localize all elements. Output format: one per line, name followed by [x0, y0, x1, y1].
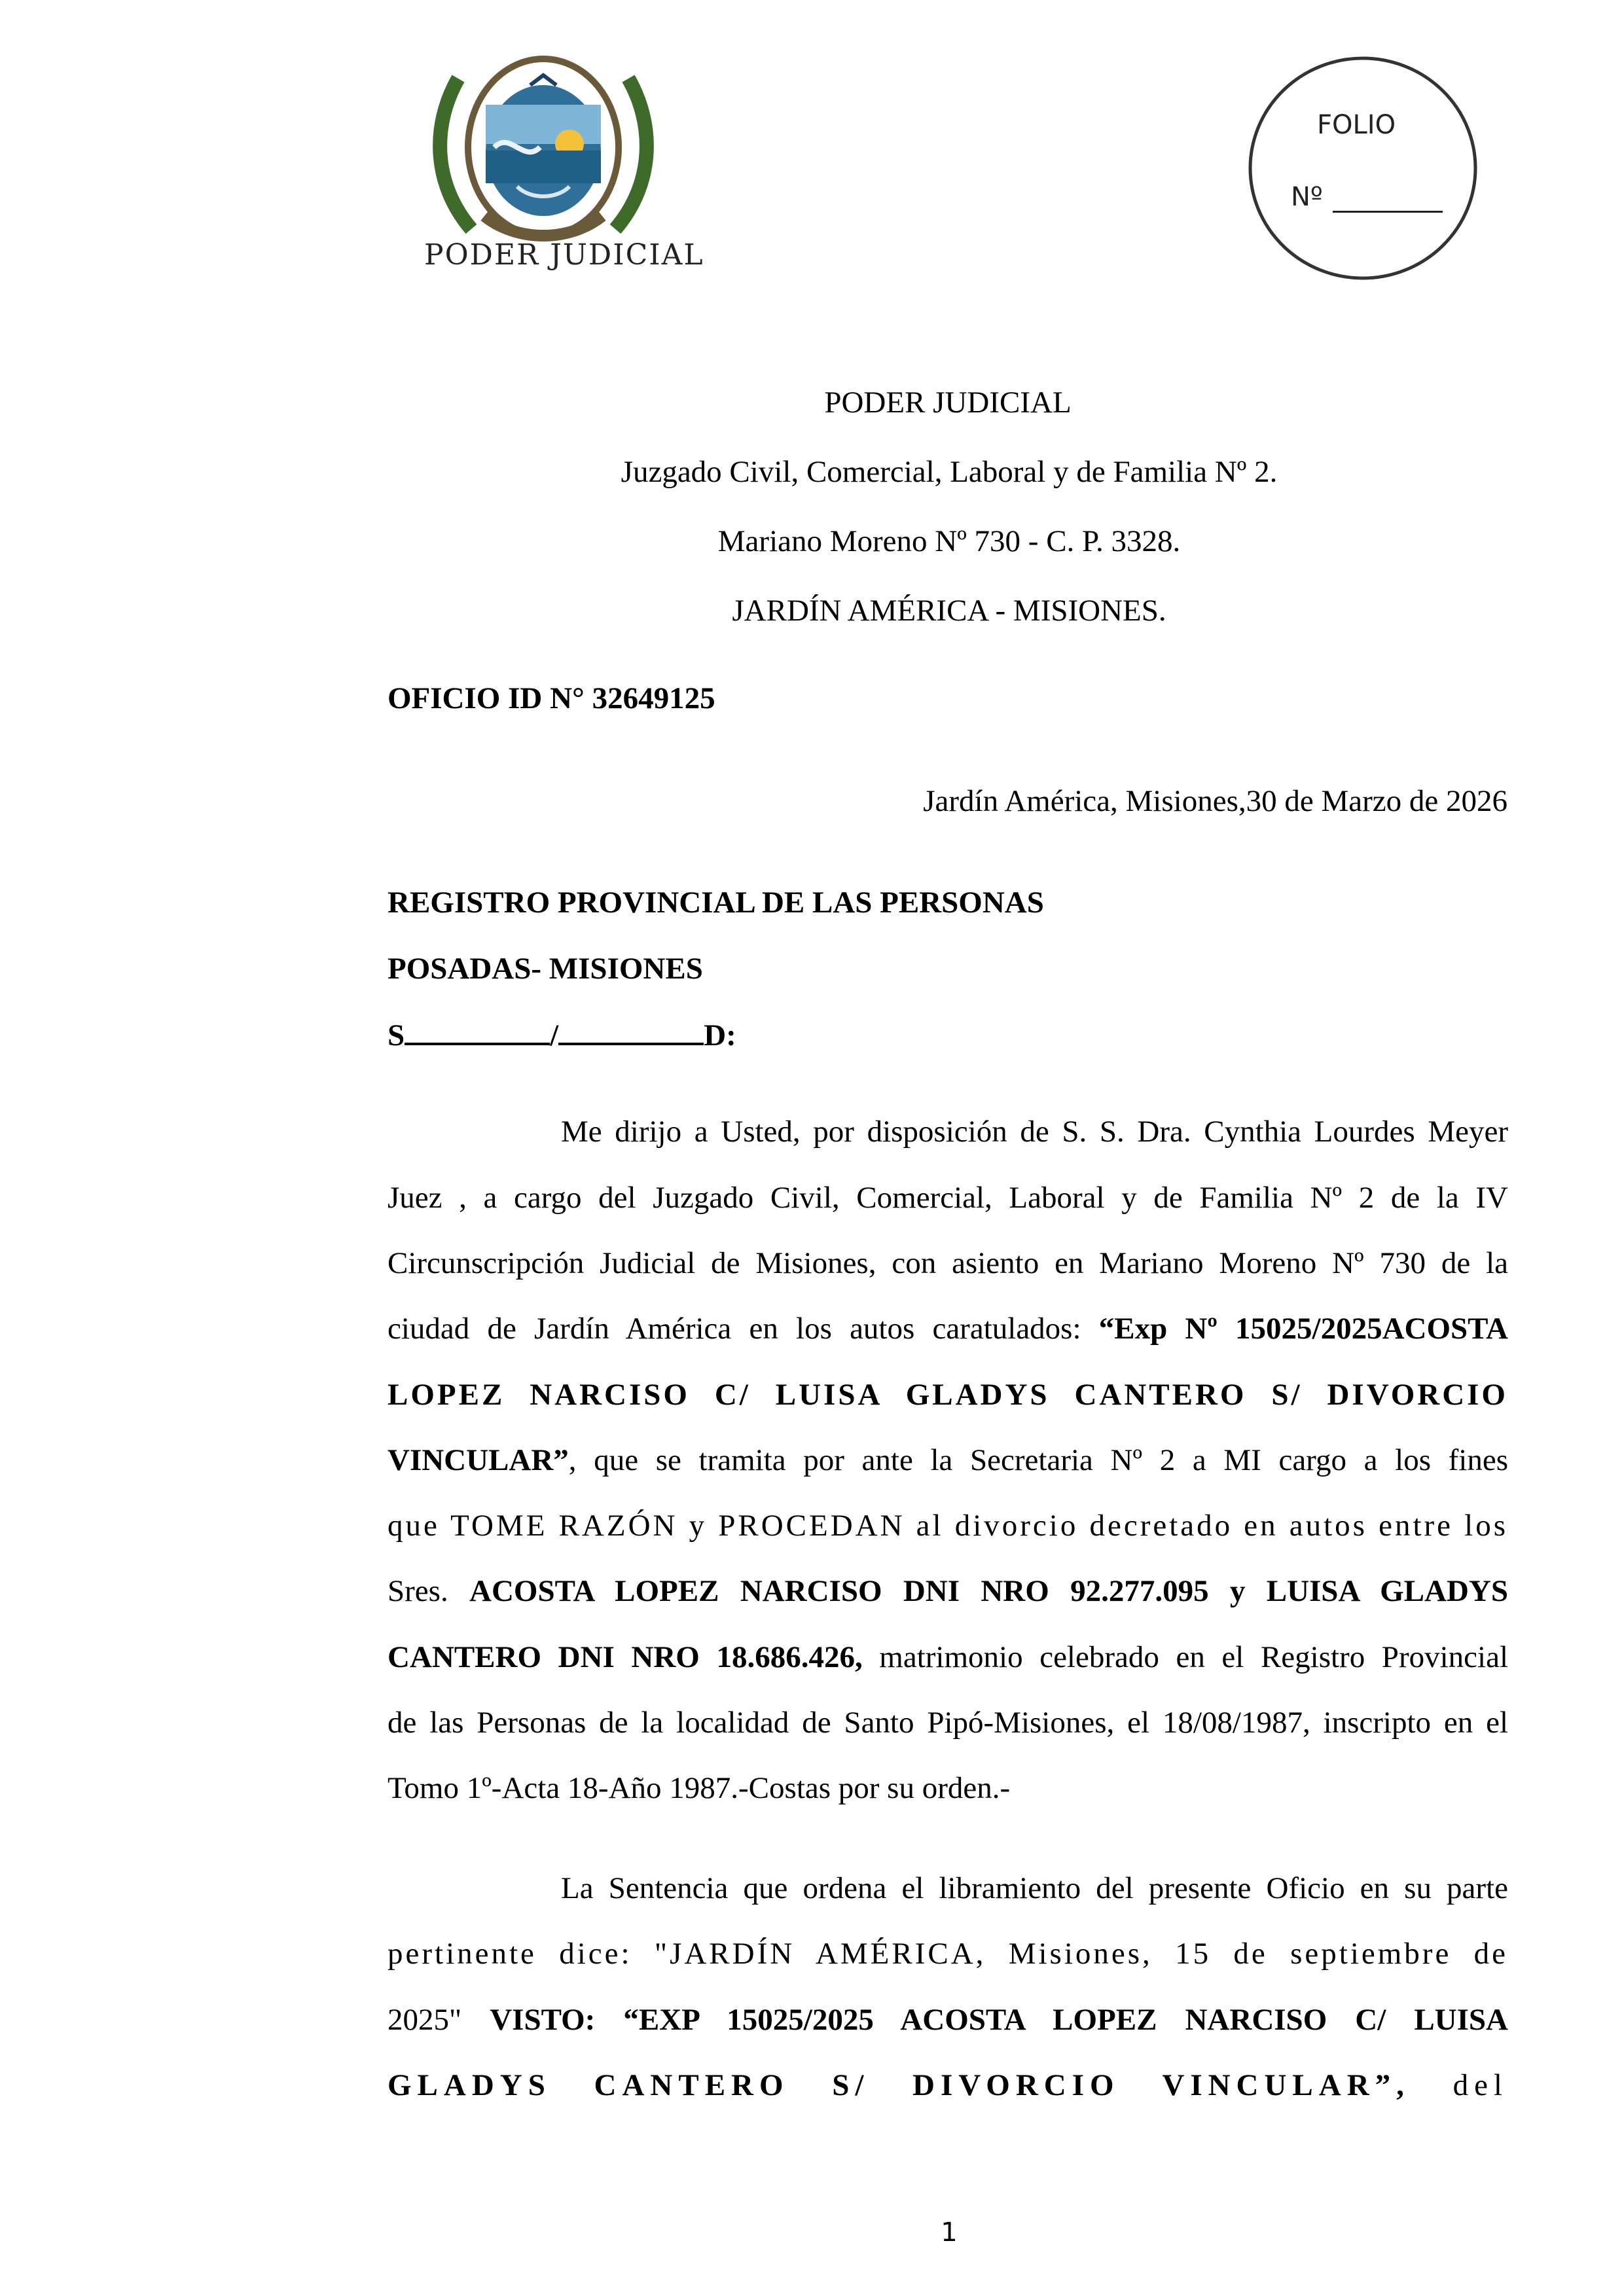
recipient-city: POSADAS- MISIONES	[388, 952, 703, 986]
p2-line-2: pertinente dice: "JARDÍN AMÉRICA, Misiones, 15 de septiembre de	[388, 1937, 1508, 1971]
p1-line-9	[388, 1640, 1508, 1675]
p1-line-7: que TOME RAZÓN y PROCEDAN al divorcio decretado en autos entre los	[388, 1509, 1508, 1543]
sd-d: D:	[704, 1018, 736, 1052]
p2-line-3	[388, 2002, 1508, 2037]
folio-label: FOLIO	[1317, 110, 1396, 140]
p2-visto: VISTO: “EXP 15025/2025 ACOSTA LOPEZ NARCISO C/ LUISA	[490, 2003, 1508, 2037]
p1-line-9-text: matrimonio celebrado en el Registro Provincial	[862, 1640, 1508, 1674]
salutation-sd	[388, 1016, 736, 1053]
sd-slash: /	[550, 1018, 559, 1052]
date-line: Jardín América, Misiones,30 de Marzo de 2026	[923, 784, 1507, 818]
p2-line-4-text: del	[1409, 2068, 1508, 2102]
court-address: Mariano Moreno Nº 730 - C. P. 3328.	[717, 524, 1181, 558]
court-city: JARDÍN AMÉRICA - MISIONES.	[732, 594, 1166, 628]
oficio-id: OFICIO ID N° 32649125	[388, 681, 715, 715]
p1-line-10: de las Personas de la localidad de Santo Pipó-Misiones, el 18/08/1987, inscripto en el	[388, 1706, 1508, 1740]
folio-stamp	[1244, 52, 1483, 285]
page-number: 1	[941, 2217, 958, 2248]
recipient-name: REGISTRO PROVINCIAL DE LAS PERSONAS	[388, 886, 1044, 920]
sd-s: S	[388, 1018, 405, 1052]
court-name: PODER JUDICIAL	[824, 386, 1072, 420]
p1-line-4-text: ciudad de Jardín América en los autos caratulados:	[388, 1312, 1099, 1346]
p1-parties: ACOSTA LOPEZ NARCISO DNI NRO 92.277.095 y LUISA GLADYS	[469, 1574, 1508, 1608]
p2-line-4	[388, 2068, 1508, 2103]
sd-blank-2	[558, 1016, 704, 1045]
p1-line-6	[388, 1443, 1508, 1478]
p1-line-1: Me dirijo a Usted, por disposición de S. S. Dra. Cynthia Lourdes Meyer	[561, 1115, 1508, 1149]
folio-number-label: Nº	[1291, 182, 1323, 212]
p1-line-8	[388, 1573, 1508, 1609]
p1-line-6-text: , que se tramita por ante la Secretaria Nº 2 a MI cargo a los fines	[568, 1443, 1508, 1477]
p1-party-dni: CANTERO DNI NRO 18.686.426,	[388, 1640, 863, 1674]
p1-line-3: Circunscripción Judicial de Misiones, con asiento en Mariano Moreno Nº 730 de la	[388, 1246, 1508, 1280]
p2-case-title: GLADYS CANTERO S/ DIVORCIO VINCULAR”,	[388, 2068, 1410, 2102]
p1-case-ref-end: VINCULAR”	[388, 1443, 569, 1477]
p1-line-11: Tomo 1º-Acta 18-Año 1987.-Costas por su orden.-	[388, 1771, 1011, 1805]
sd-blank-1	[405, 1016, 550, 1045]
p1-line-4	[388, 1311, 1508, 1346]
p2-line-3-text: 2025"	[388, 2003, 490, 2037]
p1-line-5: LOPEZ NARCISO C/ LUISA GLADYS CANTERO S/ DIVORCIO	[388, 1378, 1508, 1412]
court-department: Juzgado Civil, Comercial, Laboral y de Familia Nº 2.	[621, 455, 1278, 489]
p1-line-8-text: Sres.	[388, 1574, 470, 1608]
p1-line-2: Juez , a cargo del Juzgado Civil, Comercial, Laboral y de Familia Nº 2 de la IV	[388, 1181, 1508, 1215]
folio-number-blank	[1333, 211, 1443, 213]
p1-case-ref: “Exp Nº 15025/2025ACOSTA	[1098, 1312, 1508, 1346]
logo-caption: PODER JUDICIAL	[424, 238, 704, 272]
p2-line-1: La Sentencia que ordena el libramiento del presente Oficio en su parte	[561, 1871, 1508, 1905]
